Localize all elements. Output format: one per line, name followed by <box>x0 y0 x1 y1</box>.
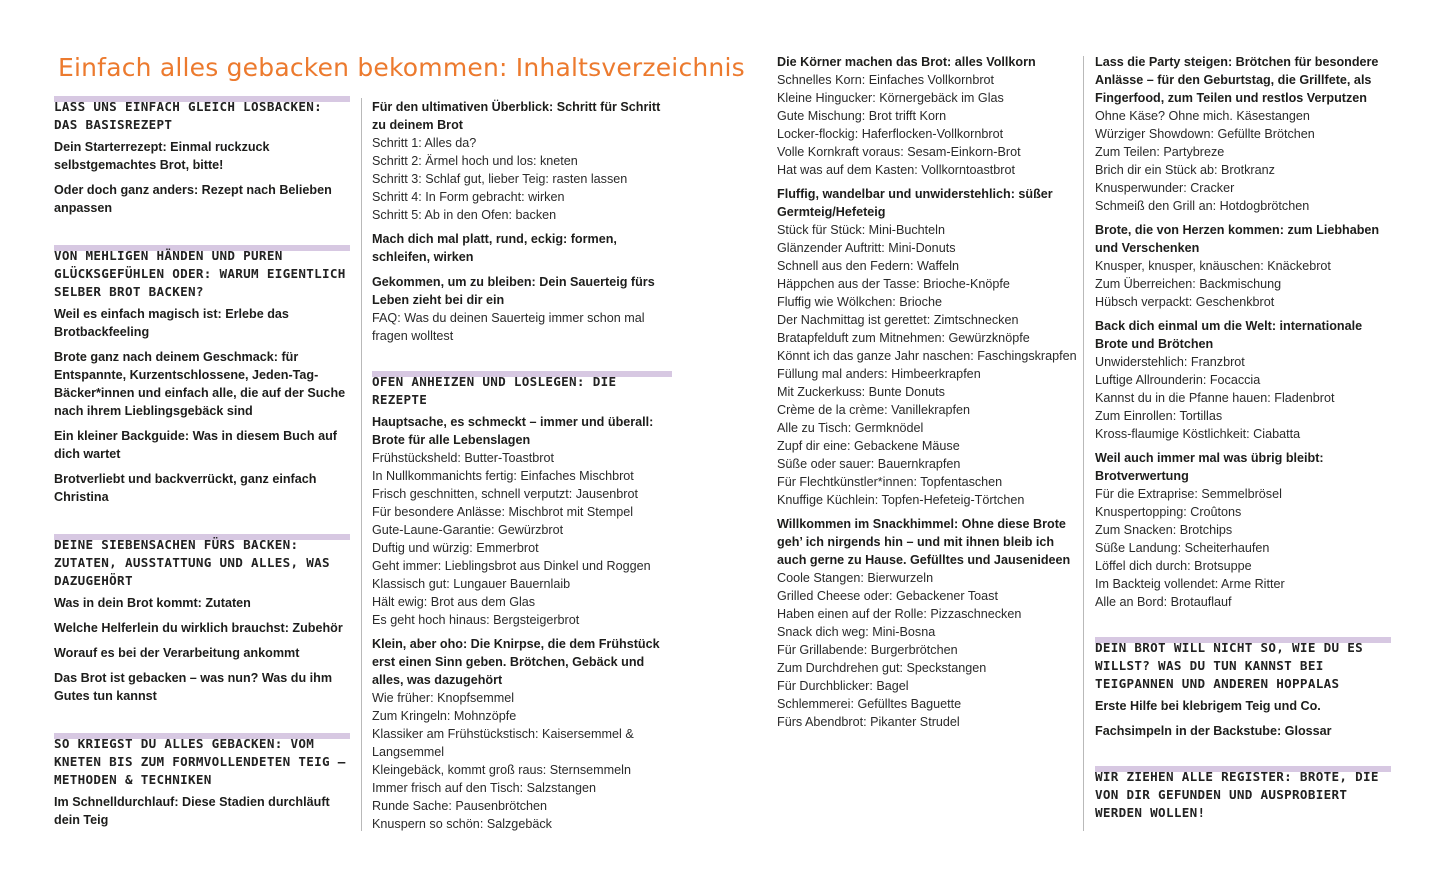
toc-item[interactable]: Fluffig wie Wölkchen: Brioche <box>777 295 942 309</box>
toc-entry[interactable]: Weil es einfach magisch ist: Erlebe das Brotbackfeeling <box>54 307 289 339</box>
toc-item[interactable]: Knuspertopping: Croûtons <box>1095 505 1242 519</box>
toc-item[interactable]: Klassiker am Frühstückstisch: Kaisersemmel & Langsemmel <box>372 727 634 759</box>
group-heading[interactable]: Klein, aber oho: Die Knirpse, die dem Frühstück erst einen Sinn geben. Brötchen, Gebäck und alles, was dazugehört <box>372 637 660 687</box>
toc-item[interactable]: Knusperwunder: Cracker <box>1095 181 1235 195</box>
toc-item[interactable]: Schmeiß den Grill an: Hotdogbrötchen <box>1095 199 1310 213</box>
toc-item[interactable]: Schritt 1: Alles da? <box>372 136 477 150</box>
toc-item[interactable]: Duftig und würzig: Emmerbrot <box>372 541 539 555</box>
toc-item[interactable]: Luftige Allrounderin: Focaccia <box>1095 373 1261 387</box>
toc-item[interactable]: Zum Teilen: Partybreze <box>1095 145 1225 159</box>
toc-entry[interactable]: Oder doch ganz anders: Rezept nach Belieben anpassen <box>54 183 332 215</box>
toc-item[interactable]: Schlemmerei: Gefülltes Baguette <box>777 697 962 711</box>
toc-item[interactable]: Könnt ich das ganze Jahr naschen: Faschingskrapfen <box>777 349 1077 363</box>
toc-item[interactable]: Alle an Bord: Brotauflauf <box>1095 595 1232 609</box>
toc-entry[interactable]: Welche Helferlein du wirklich brauchst: Zubehör <box>54 621 343 635</box>
toc-item[interactable]: Schnell aus den Federn: Waffeln <box>777 259 960 273</box>
toc-item[interactable]: Coole Stangen: Bierwurzeln <box>777 571 934 585</box>
toc-item[interactable]: Knuspern so schön: Salzgebäck <box>372 817 552 831</box>
toc-item[interactable]: Süße oder sauer: Bauernkrapfen <box>777 457 961 471</box>
toc-entry[interactable]: Erste Hilfe bei klebrigem Teig und Co. <box>1095 699 1321 713</box>
toc-item[interactable]: Glänzender Auftritt: Mini-Donuts <box>777 241 956 255</box>
group-heading[interactable]: Lass die Party steigen: Brötchen für besondere Anlässe – für den Geburtstag, die Grillfete, als Fingerfood, zum Teilen und restlos Verputzen <box>1095 55 1379 105</box>
toc-item[interactable]: In Nullkommanichts fertig: Einfaches Mischbrot <box>372 469 634 483</box>
toc-item[interactable]: Für Flechtkünstler*innen: Topfentaschen <box>777 475 1003 489</box>
toc-item[interactable]: Snack dich weg: Mini-Bosna <box>777 625 936 639</box>
toc-item[interactable]: Zum Überreichen: Backmischung <box>1095 277 1282 291</box>
group-heading[interactable]: Fluffig, wandelbar und unwiderstehlich: süßer Germteig/Hefeteig <box>777 187 1053 219</box>
group-items <box>372 134 672 224</box>
toc-item[interactable]: Im Backteig vollendet: Arme Ritter <box>1095 577 1285 591</box>
toc-item[interactable]: Hält ewig: Brot aus dem Glas <box>372 595 536 609</box>
toc-entry[interactable]: Brotverliebt und backverrückt, ganz einfach Christina <box>54 472 317 504</box>
toc-item[interactable]: Haben einen auf der Rolle: Pizzaschnecken <box>777 607 1022 621</box>
toc-item[interactable]: Schritt 5: Ab in den Ofen: backen <box>372 208 557 222</box>
toc-item[interactable]: Häppchen aus der Tasse: Brioche-Knöpfe <box>777 277 1010 291</box>
toc-item[interactable]: Grilled Cheese oder: Gebackener Toast <box>777 589 998 603</box>
column-divider <box>361 98 362 831</box>
group-items <box>777 221 1077 509</box>
group-items <box>372 449 672 629</box>
toc-item[interactable]: Kannst du in die Pfanne hauen: Fladenbrot <box>1095 391 1335 405</box>
group-heading[interactable]: Die Körner machen das Brot: alles Vollkorn <box>777 55 1036 69</box>
toc-entry[interactable]: Brote ganz nach deinem Geschmack: für Entspannte, Kurzentschlossene, Jeden-Tag-Bäcker*innen und einfach alle, die auf der Suche nach ihrem Lieblingsgebäck sind <box>54 350 346 418</box>
group-heading[interactable]: Gekommen, um zu bleiben: Dein Sauerteig fürs Leben zieht bei dir ein <box>372 275 655 307</box>
toc-item[interactable]: Zum Einrollen: Tortillas <box>1095 409 1223 423</box>
toc-entry[interactable]: Dein Starterrezept: Einmal ruckzuck selbstgemachtes Brot, bitte! <box>54 140 270 172</box>
toc-entry[interactable]: Was in dein Brot kommt: Zutaten <box>54 596 251 610</box>
page-title: Einfach alles gebacken bekommen: Inhaltsverzeichnis <box>58 53 745 82</box>
toc-item[interactable]: Kleine Hingucker: Körnergebäck im Glas <box>777 91 1004 105</box>
toc-item[interactable]: Mit Zuckerkuss: Bunte Donuts <box>777 385 945 399</box>
section-heading[interactable]: DEINE SIEBENSACHEN FÜRS BACKEN: ZUTATEN, AUSSTATTUNG UND ALLES, WAS DAZUGEHÖRT <box>54 534 350 590</box>
section-heading[interactable]: VON MEHLIGEN HÄNDEN UND PUREN GLÜCKSGEFÜHLEN ODER: WARUM EIGENTLICH SELBER BROT BACKEN? <box>54 245 350 301</box>
toc-item[interactable]: Runde Sache: Pausenbrötchen <box>372 799 548 813</box>
toc-item[interactable]: Ohne Käse? Ohne mich. Käsestangen <box>1095 109 1310 123</box>
group-items <box>1095 257 1391 311</box>
section-heading[interactable]: OFEN ANHEIZEN UND LOSLEGEN: DIE REZEPTE <box>372 371 672 409</box>
toc-item[interactable]: Bratapfelduft zum Mitnehmen: Gewürzknöpfe <box>777 331 1030 345</box>
toc-item[interactable]: FAQ: Was du deinen Sauerteig immer schon mal fragen wolltest <box>372 311 645 343</box>
group-heading[interactable]: Für den ultimativen Überblick: Schritt für Schritt zu deinem Brot <box>372 100 661 132</box>
toc-item[interactable]: Frühstücksheld: Butter-Toastbrot <box>372 451 554 465</box>
toc-item[interactable]: Locker-flockig: Haferflocken-Vollkornbrot <box>777 127 1004 141</box>
toc-item[interactable]: Stück für Stück: Mini-Buchteln <box>777 223 945 237</box>
toc-item[interactable]: Unwiderstehlich: Franzbrot <box>1095 355 1245 369</box>
toc-item[interactable]: Hat was auf dem Kasten: Vollkorntoastbrot <box>777 163 1016 177</box>
toc-column-1 <box>54 96 350 836</box>
toc-item[interactable]: Frisch geschnitten, schnell verputzt: Jausenbrot <box>372 487 638 501</box>
toc-item[interactable]: Löffel dich durch: Brotsuppe <box>1095 559 1252 573</box>
toc-item[interactable]: Der Nachmittag ist gerettet: Zimtschnecken <box>777 313 1019 327</box>
toc-item[interactable]: Brich dir ein Stück ab: Brotkranz <box>1095 163 1275 177</box>
toc-item[interactable]: Füllung mal anders: Himbeerkrapfen <box>777 367 981 381</box>
toc-item[interactable]: Immer frisch auf den Tisch: Salzstangen <box>372 781 596 795</box>
toc-item[interactable]: Schritt 4: In Form gebracht: wirken <box>372 190 565 204</box>
toc-item[interactable]: Für Grillabende: Burgerbrötchen <box>777 643 958 657</box>
column-divider <box>1083 56 1084 831</box>
toc-item[interactable]: Schritt 3: Schlaf gut, lieber Teig: rasten lassen <box>372 172 628 186</box>
toc-item[interactable]: Wie früher: Knopfsemmel <box>372 691 515 705</box>
group-items <box>1095 485 1391 611</box>
toc-item[interactable]: Klassisch gut: Lungauer Bauernlaib <box>372 577 571 591</box>
group-heading[interactable]: Back dich einmal um die Welt: internationale Brote und Brötchen <box>1095 319 1363 351</box>
toc-column-3 <box>777 53 1077 737</box>
toc-item[interactable]: Gute Mischung: Brot trifft Korn <box>777 109 947 123</box>
toc-item[interactable]: Für die Extraprise: Semmelbrösel <box>1095 487 1282 501</box>
toc-item[interactable]: Volle Kornkraft voraus: Sesam-Einkorn-Brot <box>777 145 1021 159</box>
group-items <box>777 569 1077 731</box>
toc-entry[interactable]: Worauf es bei der Verarbeitung ankommt <box>54 646 300 660</box>
toc-item[interactable]: Schnelles Korn: Einfaches Vollkornbrot <box>777 73 995 87</box>
toc-item[interactable]: Kross-flaumige Köstlichkeit: Ciabatta <box>1095 427 1301 441</box>
toc-item[interactable]: Fürs Abendbrot: Pikanter Strudel <box>777 715 960 729</box>
toc-column-2 <box>372 98 672 839</box>
group-items <box>1095 353 1391 443</box>
toc-item[interactable]: Crème de la crème: Vanillekrapfen <box>777 403 970 417</box>
section-heading[interactable]: SO KRIEGST DU ALLES GEBACKEN: VOM KNETEN BIS ZUM FORMVOLLENDETEN TEIG – METHODEN & TECHNIKEN <box>54 733 350 789</box>
group-heading[interactable]: Weil auch immer mal was übrig bleibt: Brotverwertung <box>1095 451 1324 483</box>
toc-entry[interactable]: Das Brot ist gebacken – was nun? Was du ihm Gutes tun kannst <box>54 671 333 703</box>
toc-item[interactable]: Zum Kringeln: Mohnzöpfe <box>372 709 517 723</box>
group-items <box>372 689 672 833</box>
group-items <box>372 309 672 345</box>
toc-item[interactable]: Zum Snacken: Brotchips <box>1095 523 1233 537</box>
group-heading[interactable]: Willkommen im Snackhimmel: Ohne diese Brote geh’ ich nirgends hin – und mit ihnen bleib ich auch gerne zu Hause. Gefülltes und Jausenideen <box>777 517 1071 567</box>
toc-item[interactable]: Knuffige Küchlein: Topfen-Hefeteig-Törtchen <box>777 493 1025 507</box>
toc-item[interactable]: Für besondere Anlässe: Mischbrot mit Stempel <box>372 505 634 519</box>
toc-item[interactable]: Hübsch verpackt: Geschenkbrot <box>1095 295 1275 309</box>
group-heading[interactable]: Mach dich mal platt, rund, eckig: formen, schleifen, wirken <box>372 232 617 264</box>
group-items <box>777 71 1077 179</box>
toc-column-4 <box>1095 53 1391 826</box>
toc-item[interactable]: Schritt 2: Ärmel hoch und los: kneten <box>372 154 578 168</box>
toc-item[interactable]: Es geht hoch hinaus: Bergsteigerbrot <box>372 613 580 627</box>
toc-item[interactable]: Süße Landung: Scheiterhaufen <box>1095 541 1270 555</box>
group-heading[interactable]: Brote, die von Herzen kommen: zum Liebhaben und Verschenken <box>1095 223 1380 255</box>
toc-item[interactable]: Zupf dir eine: Gebackene Mäuse <box>777 439 960 453</box>
toc-item[interactable]: Alle zu Tisch: Germknödel <box>777 421 924 435</box>
toc-entry[interactable]: Im Schnelldurchlauf: Diese Stadien durchläuft dein Teig <box>54 795 330 827</box>
section-heading[interactable]: LASS UNS EINFACH GLEICH LOSBACKEN: DAS BASISREZEPT <box>54 96 350 134</box>
group-items <box>1095 107 1391 215</box>
section-heading[interactable]: DEIN BROT WILL NICHT SO, WIE DU ES WILLST? WAS DU TUN KANNST BEI TEIGPANNEN UND ANDEREN HOPPALAS <box>1095 637 1391 693</box>
toc-item[interactable]: Knusper, knusper, knäuschen: Knäckebrot <box>1095 259 1331 273</box>
toc-item[interactable]: Zum Durchdrehen gut: Speckstangen <box>777 661 987 675</box>
toc-entry[interactable]: Ein kleiner Backguide: Was in diesem Buch auf dich wartet <box>54 429 337 461</box>
toc-entry[interactable]: Fachsimpeln in der Backstube: Glossar <box>1095 724 1332 738</box>
group-heading[interactable]: Hauptsache, es schmeckt – immer und überall: Brote für alle Lebenslagen <box>372 415 654 447</box>
section-heading[interactable]: WIR ZIEHEN ALLE REGISTER: BROTE, DIE VON DIR GEFUNDEN UND AUSPROBIERT WERDEN WOLLEN! <box>1095 766 1391 822</box>
toc-item[interactable]: Würziger Showdown: Gefüllte Brötchen <box>1095 127 1315 141</box>
toc-item[interactable]: Kleingebäck, kommt groß raus: Sternsemmeln <box>372 763 631 777</box>
toc-item[interactable]: Geht immer: Lieblingsbrot aus Dinkel und Roggen <box>372 559 651 573</box>
toc-item[interactable]: Für Durchblicker: Bagel <box>777 679 909 693</box>
toc-item[interactable]: Gute-Laune-Garantie: Gewürzbrot <box>372 523 564 537</box>
